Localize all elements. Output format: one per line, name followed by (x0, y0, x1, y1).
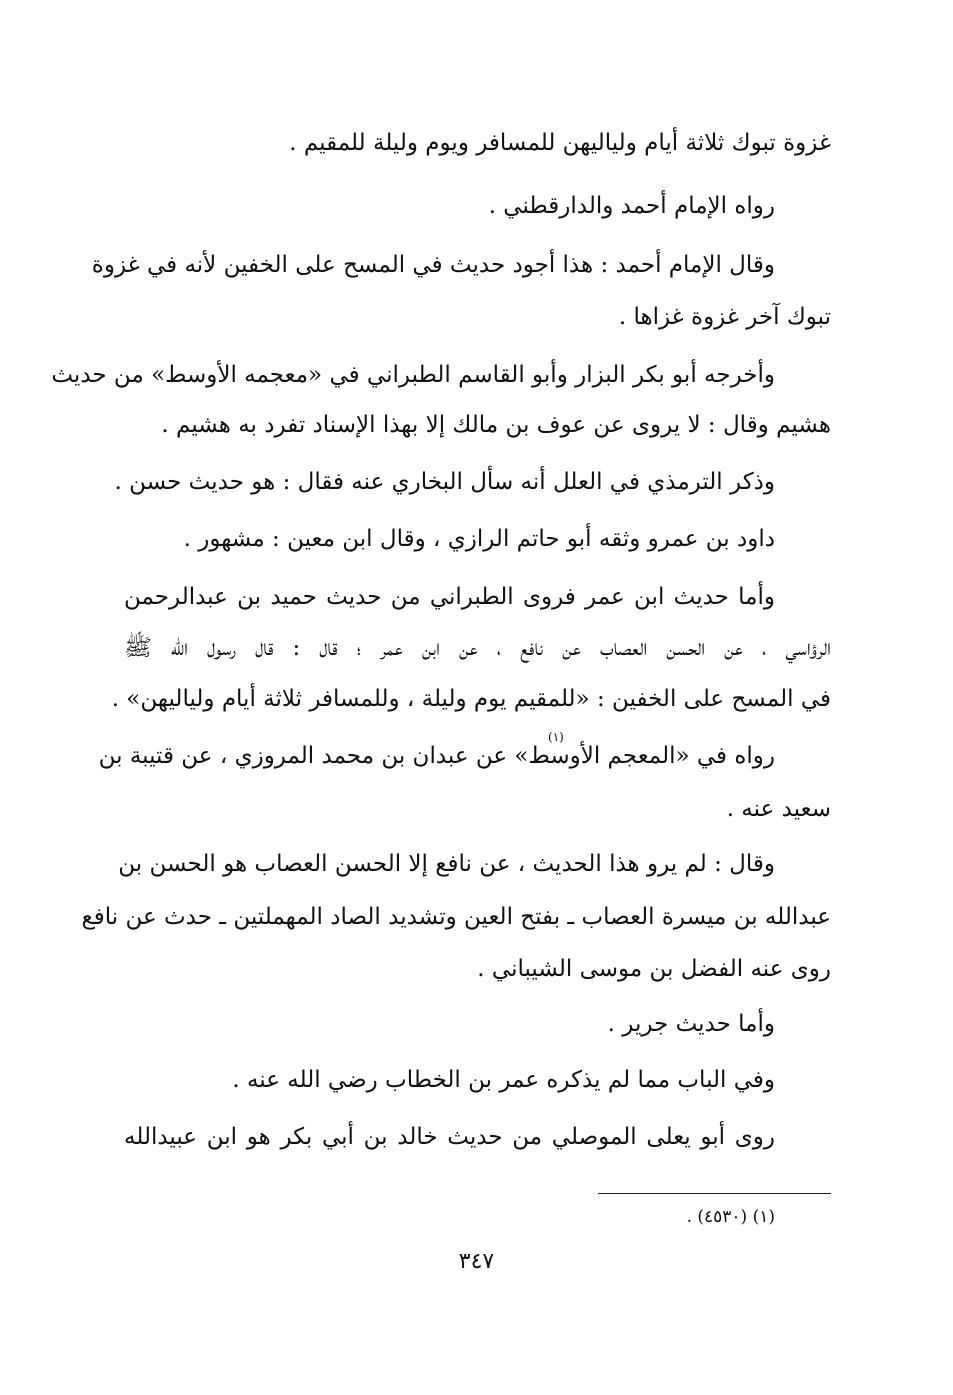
text-line: وقال الإمام أحمد : هذا أجود حديث في المسح على الخفين لأنه في غزوة (91, 252, 775, 278)
text-line: روى عنه الفضل بن موسى الشيباني . (477, 956, 831, 982)
text-line (98, 741, 775, 771)
text-line-content: رواه في «المعجم الأوسط» عن عبدان بن محمد المروزي ، عن قتيبة بن (98, 743, 775, 769)
text-line: عبدالله بن ميسرة العصاب ـ بفتح العين وتشديد الصاد المهملتين ـ حدث عن نافع (81, 904, 831, 930)
text-line: الرؤاسي ، عن الحسن العصاب عن نافع ، عن ابن عمر ؛ قال : قال رسول الله ﷺ (124, 635, 831, 661)
text-line: تبوك آخر غزوة غزاها . (618, 304, 831, 330)
text-line: سعيد عنه . (726, 796, 831, 822)
text-line: هشيم وقال : لا يروى عن عوف بن مالك إلا بهذا الإسناد تفرد به هشيم . (161, 412, 831, 438)
text-line: داود بن عمرو وثقه أبو حاتم الرازي ، وقال ابن معين : مشهور . (183, 526, 775, 552)
footnote-ref: (١) (548, 730, 564, 744)
text-line: وقال : لم يرو هذا الحديث ، عن نافع إلا الحسن العصاب هو الحسن بن (118, 851, 775, 877)
text-line: وذكر الترمذي في العلل أنه سأل البخاري عنه فقال : هو حديث حسن . (114, 469, 775, 495)
text-line: غزوة تبوك ثلاثة أيام ولياليهن للمسافر ويوم وليلة للمقيم . (289, 130, 831, 156)
text-line: رواه الإمام أحمد والدارقطني . (488, 193, 775, 219)
footnote-divider (598, 1193, 831, 1194)
text-line: وأما حديث ابن عمر فروى الطبراني من حديث حميد بن عبدالرحمن (124, 584, 775, 610)
text-line: وأما حديث جرير . (607, 1011, 775, 1037)
text-line: وأخرجه أبو بكر البزار وأبو القاسم الطبراني في «معجمه الأوسط» من حديث (51, 362, 775, 388)
page-number: ٣٤٧ (458, 1249, 495, 1274)
text-line: وفي الباب مما لم يذكره عمر بن الخطاب رضي الله عنه . (232, 1067, 775, 1093)
text-line: في المسح على الخفين : «للمقيم يوم وليلة ، وللمسافر ثلاثة أيام ولياليهن» . (111, 686, 831, 712)
footnote: (١) (٤٥٣٠) . (686, 1207, 775, 1227)
text-line: روى أبو يعلى الموصلي من حديث خالد بن أبي بكر هو ابن عبيدالله (124, 1124, 775, 1150)
